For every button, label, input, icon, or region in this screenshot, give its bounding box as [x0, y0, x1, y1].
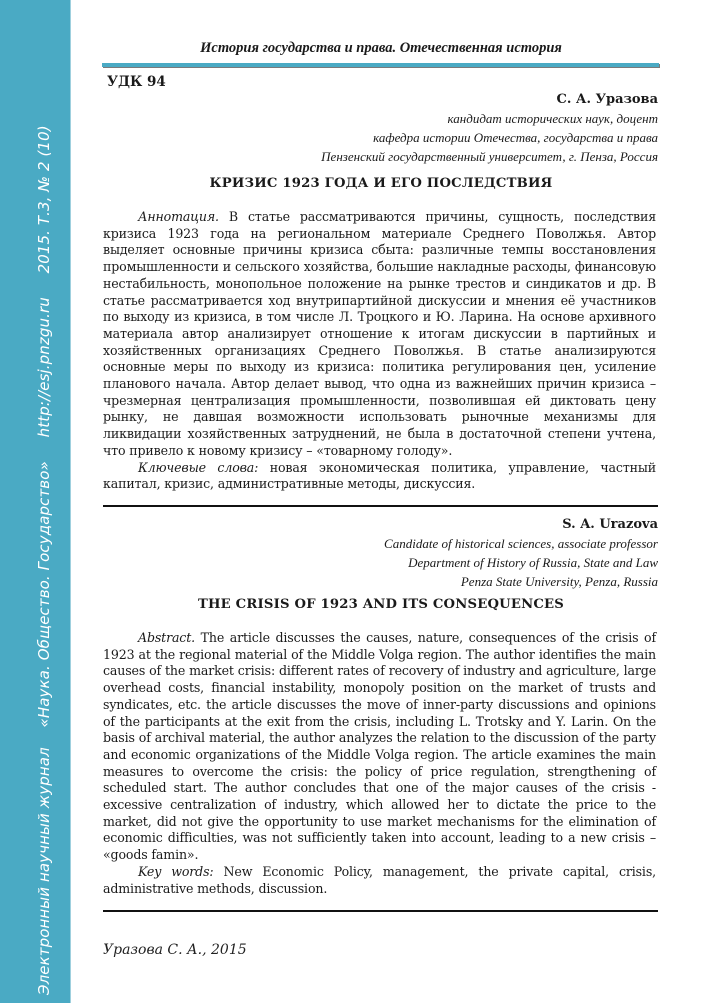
- section-divider: [103, 505, 658, 507]
- copyright-notice: Уразова С. А., 2015: [103, 942, 247, 958]
- ru-keywords: [103, 460, 656, 493]
- en-abstract-section: [103, 630, 656, 897]
- ru-article-title: КРИЗИС 1923 ГОДА И ЕГО ПОСЛЕДСТВИЯ: [209, 176, 553, 191]
- ru-keywords-text: новая экономическая политика, управление, частный капитал, кризис, административные методы, дискуссия.: [103, 459, 656, 492]
- running-header: История государства и права. Отечественная история: [200, 40, 562, 56]
- section-divider: [103, 910, 658, 912]
- header-rule: [102, 63, 659, 67]
- en-author-department: Department of History of Russia, State and Law: [408, 555, 658, 570]
- ru-keywords-label: Ключевые слова:: [138, 459, 259, 475]
- ru-author-degree: кандидат исторических наук, доцент: [447, 111, 658, 126]
- ru-abstract-section: [103, 209, 656, 493]
- ru-abstract-label: Аннотация.: [138, 209, 219, 224]
- en-author-block: [384, 517, 658, 591]
- en-keywords-label: Key words:: [138, 863, 214, 879]
- ru-abstract: [103, 209, 656, 460]
- en-author-degree: Candidate of historical sciences, associate professor: [384, 536, 658, 551]
- en-abstract: [103, 630, 656, 864]
- en-keywords: [103, 864, 656, 897]
- sidebar-journal-title: «Наука. Общество. Государство»: [35, 461, 53, 728]
- ru-abstract-text: В статье рассматриваются причины, сущность, последствия кризиса 1923 года на региональном материале Среднего Поволжья. Автор выделяет основные причины кризиса сбыта: различные темпы восстановления промышленности и сельского хозяйства, большие накладные расходы, финансовую нестабильность, монопольное положение на рынке трестов и синдикатов и др. В статье рассматривается ход внутрипартийной дискуссии и мнения её участников по выходу из кризиса, в том числе Л. Троцкого и Ю. Ларина. На основе архивного материала автор анализирует отношение к итогам дискуссии в партийных и хозяйственных организациях Среднего Поволжья. В статье анализируются основные меры по выходу из кризиса: политика регулирования цен, усиление планового начала. Автор делает вывод, что одна из важнейших причин кризиса – чрезмерная централизация промышленности, позволившая ей диктовать цену рынку, не давшая возможности использовать рыночные механизмы для ликвидации хозяйственных затруднений, не была в достаточной степени учтена, что привело к новому кризису – «товарному голоду».: [103, 209, 656, 458]
- sidebar-journal-info: [35, 125, 53, 995]
- en-abstract-label: Abstract.: [138, 630, 195, 645]
- en-abstract-text: The article discusses the causes, nature, consequences of the crisis of 1923 at the regional material of the Middle Volga region. The author identifies the main causes of the market crisis: different rates of recovery of industry and agriculture, large overhead costs, financial instability, monopoly position on the market of trusts and syndicates, etc. the article discusses the move of inner-party discussions and opinions of the participants at the exit from the crisis, including L. Trotsky and Y. Larin. On the basis of archival material, the author analyzes the relation to the discussion of the party and economic organizations of the Middle Volga region. The article examines the main measures to overcome the crisis: the policy of price regulation, strengthening of scheduled start. The author concludes that one of the major causes of the crisis - excessive centralization of industry, which allowed her to dictate the price to the market, did not give the opportunity to use market mechanisms for the elimination of economic difficulties, was not sufficiently taken into account, leading to a new crisis – «goods famin».: [103, 630, 656, 863]
- ru-author-name: С. А. Уразова: [556, 92, 658, 107]
- en-author-name: S. A. Urazova: [562, 517, 658, 532]
- ru-author-university: Пензенский государственный университет, г. Пенза, Россия: [321, 149, 658, 164]
- sidebar-journal-label: Электронный научный журнал: [35, 747, 53, 995]
- en-author-university: Penza State University, Penza, Russia: [460, 574, 658, 589]
- sidebar-issue: 2015. Т.3, № 2 (10): [35, 125, 53, 274]
- ru-author-block: [321, 92, 658, 166]
- en-keywords-text: New Economic Policy, management, the private capital, crisis, administrative methods, discussion.: [103, 863, 656, 896]
- sidebar-url-link[interactable]: http://esj.pnzgu.ru: [35, 297, 53, 438]
- ru-author-department: кафедра истории Отечества, государства и права: [373, 130, 658, 145]
- journal-sidebar: [0, 0, 71, 1003]
- en-article-title: THE CRISIS OF 1923 AND ITS CONSEQUENCES: [197, 597, 565, 612]
- udk-code: УДК 94: [107, 74, 166, 90]
